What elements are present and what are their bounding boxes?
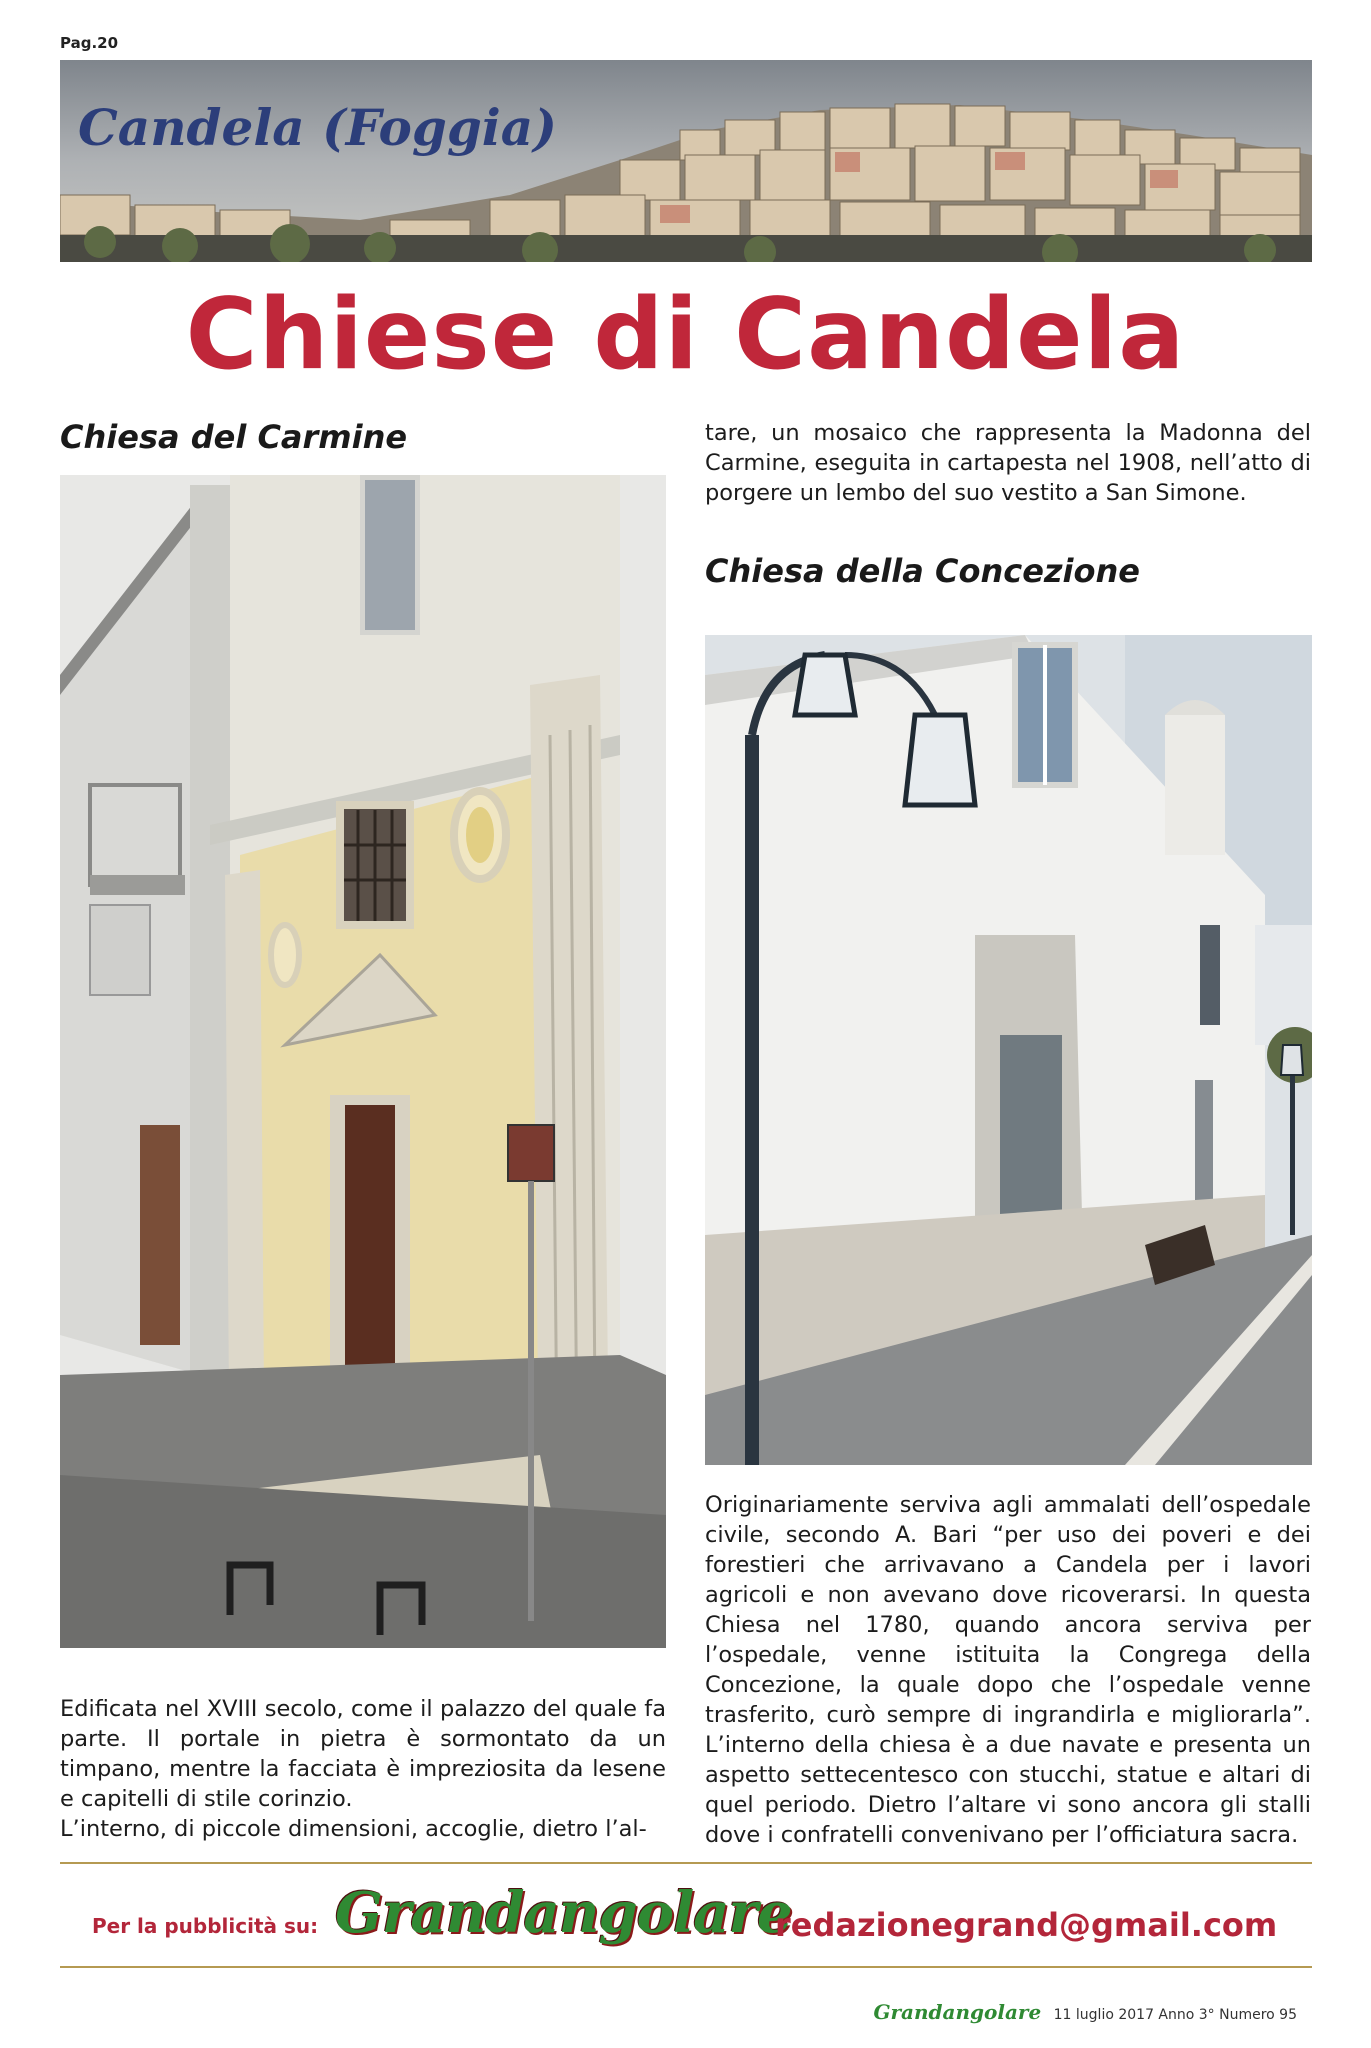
ad-divider-top xyxy=(60,1862,1312,1864)
header-banner xyxy=(60,60,1312,262)
grandangolare-logo: Grandangolare xyxy=(335,1880,792,1946)
carmine-continued-text: tare, un mosaico che rappresenta la Madonna del Carmine, eseguita in cartapesta nel 1908, nell’atto di porgere un lembo del suo vestito a San Simone. xyxy=(705,420,1311,506)
heading-chiesa-carmine: Chiesa del Carmine xyxy=(60,418,408,456)
town-panorama-image xyxy=(60,60,1312,262)
ad-divider-bottom xyxy=(60,1966,1312,1968)
banner-title: Candela (Foggia) xyxy=(78,98,557,157)
carmine-description xyxy=(60,1694,666,1844)
photo-chiesa-concezione xyxy=(705,635,1312,1465)
carmine-paragraph-2: L’interno, di piccole dimensioni, accoglie, dietro l’al- xyxy=(60,1816,647,1842)
footer-logo: Grandangolare xyxy=(873,2000,1042,2024)
photo-chiesa-carmine xyxy=(60,475,666,1648)
concezione-description: Originariamente serviva agli ammalati dell’ospedale civile, secondo A. Bari “per uso dei poveri e dei forestieri che arrivavano a Candela per i lavori agricoli e non avevano dove ricoverarsi. In questa Chiesa nel 1780, quando ancora serviva per l’ospedale, venne istituita la Congrega della Concezione, la quale dopo che l’ospedale venne trasferito, curò sempre di ingrandirla e migliorarla”. L’interno della chiesa è a due navate e presenta un aspetto settecentesco con stucchi, statue e altari di quel periodo. Dietro l’altare vi sono ancora gli stalli dove i confratelli convenivano per l’officiatura sacra. xyxy=(705,1492,1311,1848)
footer-issue-info: 11 luglio 2017 Anno 3° Numero 95 xyxy=(1053,2007,1297,2023)
ad-label: Per la pubblicità su: xyxy=(92,1914,319,1938)
article-title: Chiese di Candela xyxy=(185,278,1186,392)
ad-email-link[interactable]: redazionegrand@gmail.com xyxy=(775,1906,1278,1944)
page-number: Pag.20 xyxy=(60,34,119,52)
carmine-paragraph-1: Edificata nel XVIII secolo, come il palazzo del quale fa parte. Il portale in pietra è sormontato da un timpano, mentre la facciata è impreziosita da lesene e capitelli di stile corinzio. xyxy=(60,1696,666,1812)
footer xyxy=(873,2000,1297,2024)
heading-chiesa-concezione: Chiesa della Concezione xyxy=(705,552,1140,590)
